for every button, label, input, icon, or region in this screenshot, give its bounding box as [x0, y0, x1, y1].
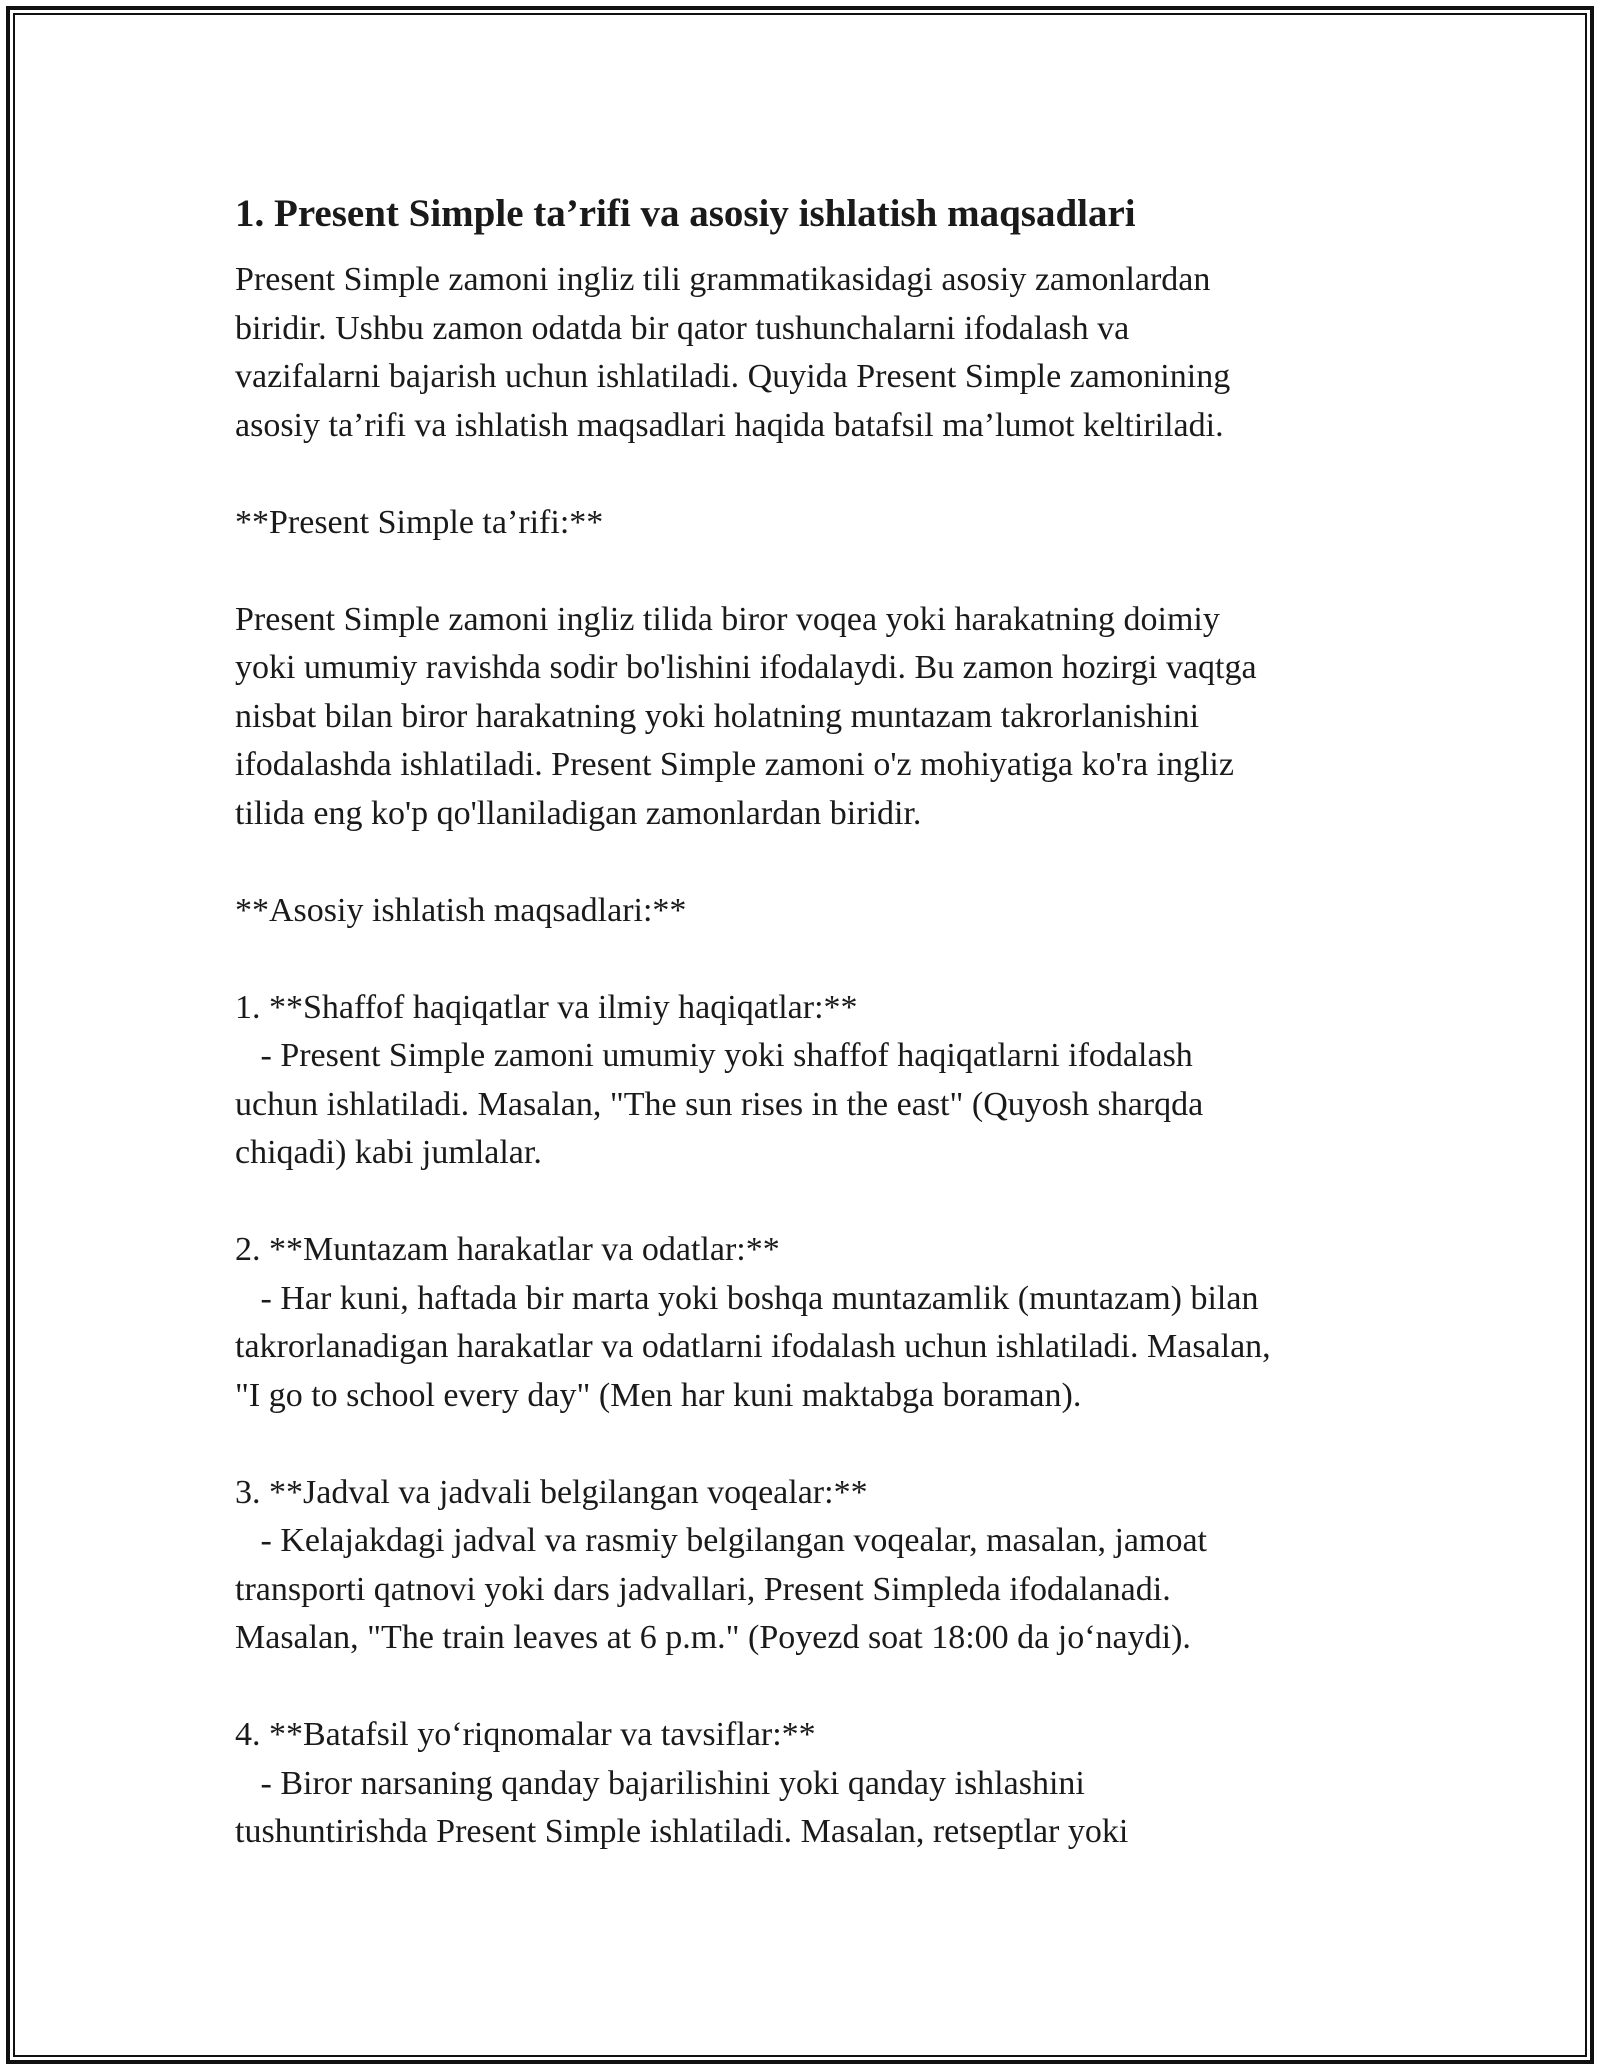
text-line: - Har kuni, haftada bir marta yoki boshqa muntazamlik (muntazam) bilan	[235, 1279, 1259, 1317]
paragraph-gap	[235, 547, 1365, 596]
text-line: chiqadi) kabi jumlalar.	[235, 1134, 542, 1171]
purpose-item-title: 4. **Batafsil yo‘riqnomalar va tavsiflar:**	[235, 1716, 816, 1753]
text-line: "I go to school every day" (Men har kuni maktabga boraman).	[235, 1376, 1082, 1414]
paragraph-gap	[235, 1420, 1365, 1469]
purpose-item-2	[235, 1226, 1365, 1420]
paragraph-gap	[235, 838, 1365, 887]
purposes-title: **Asosiy ishlatish maqsadlari:**	[235, 891, 687, 929]
text-line: - Present Simple zamoni umumiy yoki shaffof haqiqatlarni ifodalash	[235, 1037, 1193, 1074]
text-line: - Kelajakdagi jadval va rasmiy belgilangan voqealar, masalan, jamoat	[235, 1522, 1207, 1559]
text-line: Present Simple zamoni ingliz tili grammatikasidagi asosiy zamonlardan	[235, 261, 1211, 298]
text-line: asosiy ta’rifi va ishlatish maqsadlari haqida batafsil ma’lumot keltiriladi.	[235, 406, 1224, 444]
text-line: Present Simple zamoni ingliz tilida biror voqea yoki harakatning doimiy	[235, 600, 1220, 638]
text-line: Masalan, "The train leaves at 6 p.m." (Poyezd soat 18:00 da jo‘naydi).	[235, 1619, 1191, 1656]
text-line: nisbat bilan biror harakatning yoki holatning muntazam takrorlanishini	[235, 697, 1200, 735]
text-line: - Biror narsaning qanday bajarilishini yoki qanday ishlashini	[235, 1764, 1085, 1802]
text-line: vazifalarni bajarish uchun ishlatiladi. Quyida Present Simple zamonining	[235, 358, 1231, 395]
text-line: takrorlanadigan harakatlar va odatlarni ifodalash uchun ishlatiladi. Masalan,	[235, 1328, 1271, 1365]
section-heading: 1. Present Simple ta’rifi va asosiy ishlatish maqsadlari	[235, 192, 1136, 235]
paragraph-gap	[235, 1178, 1365, 1227]
text-line: tushuntirishda Present Simple ishlatiladi. Masalan, retseptlar yoki	[235, 1813, 1129, 1850]
purpose-item-3	[235, 1469, 1365, 1663]
paragraph-gap	[235, 1663, 1365, 1712]
purpose-item-4	[235, 1711, 1365, 1857]
intro-paragraph	[235, 256, 1365, 450]
purpose-item-title: 2. **Muntazam harakatlar va odatlar:**	[235, 1231, 780, 1268]
text-line: tilida eng ko'p qo'llaniladigan zamonlardan biridir.	[235, 794, 922, 832]
paragraph-gap	[235, 935, 1365, 984]
document-body	[235, 186, 1365, 1857]
paragraph-gap	[235, 450, 1365, 499]
text-line: ifodalashda ishlatiladi. Present Simple zamoni o'z mohiyatiga ko'ra ingliz	[235, 746, 1234, 783]
purpose-item-1	[235, 984, 1365, 1178]
definition-paragraph	[235, 596, 1365, 839]
text-line: uchun ishlatiladi. Masalan, "The sun rises in the east" (Quyosh sharqda	[235, 1085, 1204, 1123]
text-line: biridir. Ushbu zamon odatda bir qator tushunchalarni ifodalash va	[235, 309, 1130, 347]
purpose-item-title: 1. **Shaffof haqiqatlar va ilmiy haqiqatlar:**	[235, 988, 858, 1026]
purpose-item-title: 3. **Jadval va jadvali belgilangan voqealar:**	[235, 1473, 868, 1511]
text-line: yoki umumiy ravishda sodir bo'lishini ifodalaydi. Bu zamon hozirgi vaqtga	[235, 649, 1257, 686]
text-line: transporti qatnovi yoki dars jadvallari, Present Simpleda ifodalanadi.	[235, 1570, 1171, 1608]
definition-title: **Present Simple ta’rifi:**	[235, 503, 604, 541]
